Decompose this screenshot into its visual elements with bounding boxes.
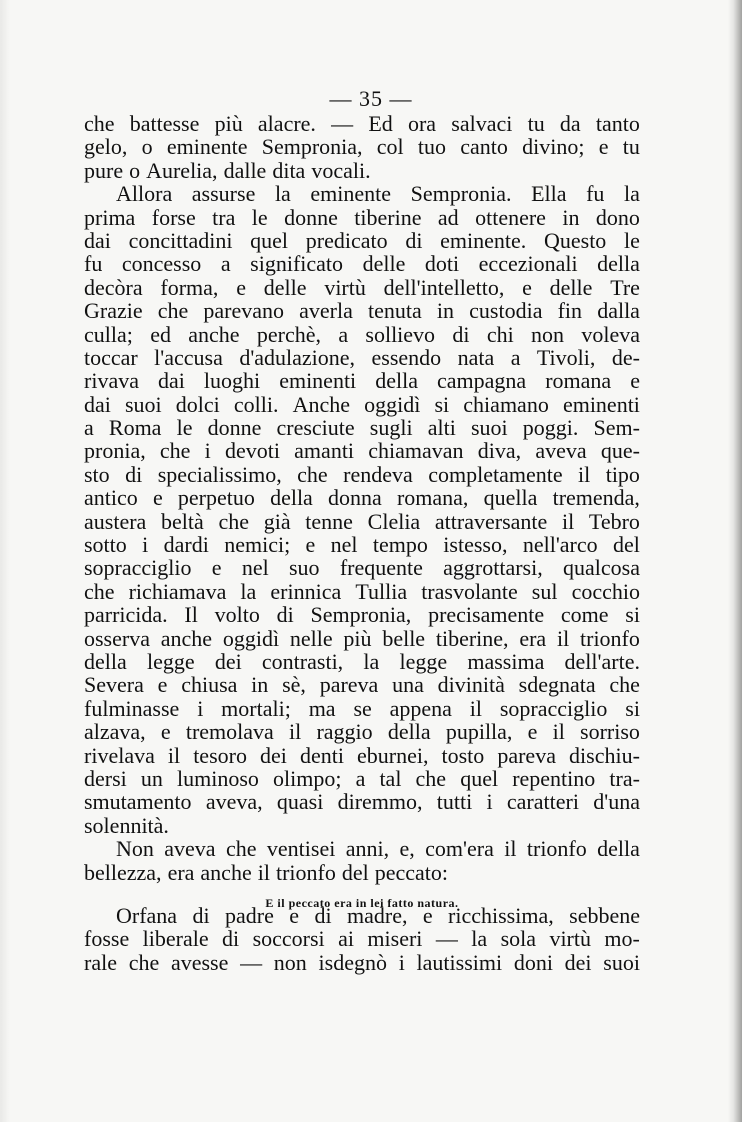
text-line: dai suoi dolci colli. Anche oggidì si chiamano eminenti [84,391,640,417]
text-line: fulminasse i mortali; ma se appena il sopracciglio si [84,695,640,721]
text-line: bellezza, era anche il trionfo del peccato: [84,859,449,885]
text-line: culla; ed anche perchè, a sollievo di chi non voleva [84,321,640,347]
text-line: Orfana di padre e di madre, e ricchissima, sebbene [116,903,640,928]
text-line: antico e perpetuo della donna romana, quella tremenda, [84,485,640,511]
text-line: rale che avesse — non isdegnò i lautissimi doni dei suoi [84,949,640,975]
text-line: fu concesso a significato delle doti eccezionali della [84,251,640,277]
epigraph: E il peccato era in lei fatto natura. [265,895,459,910]
text-line: austera beltà che già tenne Clelia attraversante il Tebro [84,508,640,534]
text-line: toccar l'accusa d'adulazione, essendo nata a Tivoli, de- [84,344,640,370]
text-line: della legge dei contrasti, la legge massima dell'arte. [84,648,640,674]
page-edge-shadow [728,0,742,1122]
text-line: fosse liberale di soccorsi ai miseri — la sola virtù mo- [84,926,640,952]
text-line: a Roma le donne cresciute sugli alti suoi poggi. Sem- [84,415,640,441]
text-line: rivava dai luoghi eminenti della campagna romana e [84,368,640,394]
text-line: pure o Aurelia, dalle dita vocali. [84,157,371,183]
text-line: pronia, che i devoti amanti chiamavan diva, aveva que- [84,438,640,464]
text-line: sotto i dardi nemici; e nel tempo istesso, nell'arco del [84,532,640,558]
text-line: che richiamava la erinnica Tullia trasvolante sul cocchio [84,578,640,604]
text-line: dersi un luminoso olimpo; a tal che quel repentino tra- [84,765,640,791]
text-line: rivelava il tesoro dei denti eburnei, tosto pareva dischiu- [84,742,640,768]
text-line: prima forse tra le donne tiberine ad ottenere in dono [84,204,640,230]
text-line: parricida. Il volto di Sempronia, precisamente come si [84,602,640,628]
page-number: — 35 — [329,86,413,111]
text-line: sto di specialissimo, che rendeva completamente il tipo [84,461,640,487]
text-line: smutamento aveva, quasi diremmo, tutti i caratteri d'una [84,789,640,815]
text-line: alzava, e tremolava il raggio della pupilla, e il sorriso [84,719,640,745]
body-text-continued [84,904,640,974]
text-line: gelo, o eminente Sempronia, col tuo canto divino; e tu [84,134,640,160]
text-line: Severa e chiusa in sè, pareva una divinità sdegnata che [84,672,640,698]
text-line: Grazie che parevano averla tenuta in custodia fin dalla [84,298,640,324]
text-line: dai concittadini quel predicato di eminente. Questo le [84,227,640,253]
text-line: decòra forma, e delle virtù dell'intelletto, e delle Tre [84,274,640,300]
text-line: Non aveva che ventisei anni, e, com'era il trionfo della [116,836,640,862]
text-line: che battesse più alacre. — Ed ora salvaci tu da tanto [84,111,640,136]
text-line: osserva anche oggidì nelle più belle tiberine, era il trionfo [84,625,640,651]
text-line: sopracciglio e nel suo frequente aggrottarsi, qualcosa [84,555,640,581]
text-line: Allora assurse la eminente Sempronia. Ella fu la [116,181,640,207]
body-text [84,112,640,915]
text-line: solennità. [84,812,169,838]
page-gutter-shadow [0,0,10,1122]
